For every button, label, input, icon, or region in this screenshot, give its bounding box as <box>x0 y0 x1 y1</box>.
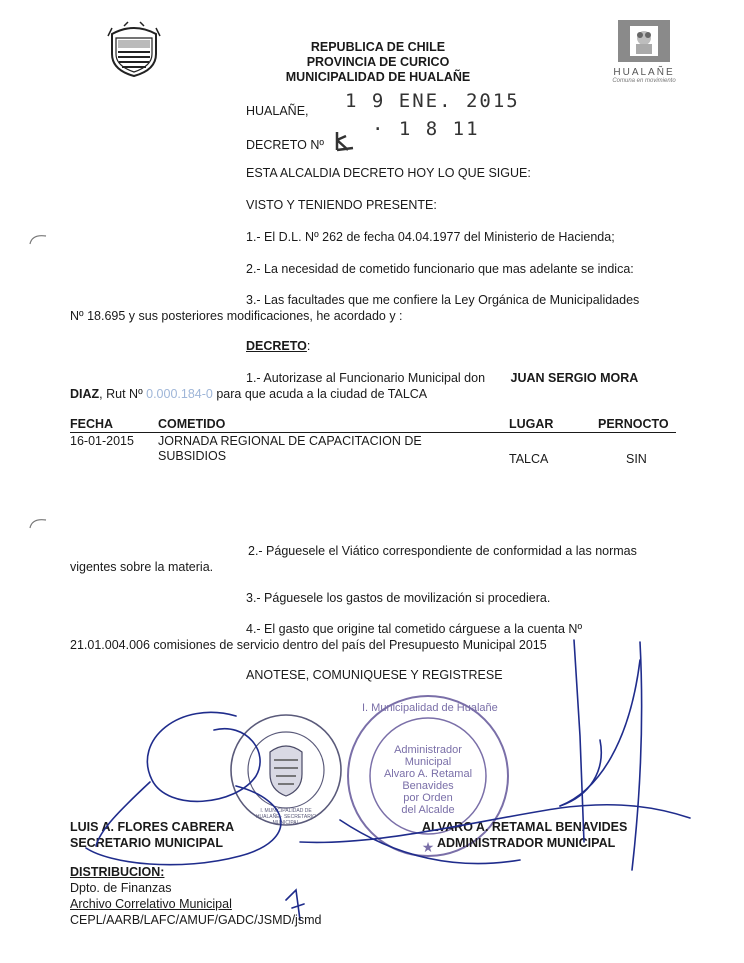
seal-admin-line-1: Administrador <box>394 744 462 756</box>
administrator-name: ALVARO A. RETAMAL BENAVIDES <box>422 820 628 834</box>
decreto-colon: : <box>306 339 311 353</box>
place-label: HUALAÑE, <box>246 104 309 118</box>
paragraph-3-line-1: 3.- Las facultades que me confiere la Ley Orgánica de Municipalidades <box>246 293 640 307</box>
decree-2-line-2: vigentes sobre la materia. <box>70 560 214 574</box>
decree-number: · 1 8 11 <box>372 118 480 140</box>
table-cell-cometido-2: SUBSIDIOS <box>158 449 227 463</box>
scan-mark-icon <box>28 516 48 533</box>
paragraph-3-line-2: Nº 18.695 y sus posteriores modificaciones, he acordado y : <box>70 309 403 323</box>
decree-1-destination: para que acuda a la ciudad de TALCA <box>212 387 428 401</box>
table-cell-pernocto: SIN <box>626 452 647 466</box>
scan-mark-icon <box>28 232 48 249</box>
seal-admin-line-2: Municipal <box>404 756 452 768</box>
distribution-item-finanzas: Dpto. de Finanzas <box>70 881 172 895</box>
decree-4-line-1: 4.- El gasto que origine tal cometido cárguese a la cuenta Nº <box>246 622 583 636</box>
decree-3: 3.- Páguesele los gastos de movilización si procediera. <box>246 591 551 605</box>
header-line-republic: REPUBLICA DE CHILE <box>310 40 446 54</box>
table-header-cometido: COMETIDO <box>158 417 226 431</box>
rut-value: 0.000.184-0 <box>146 387 213 401</box>
logo-tagline: Comuna en movimiento <box>612 78 676 84</box>
rut-label: , Rut Nº <box>99 387 143 401</box>
distribution-item-archivo: Archivo Correlativo Municipal <box>70 897 232 911</box>
seal-admin-line-5: por Orden <box>403 792 453 804</box>
header-line-municipality: MUNICIPALIDAD DE HUALAÑE <box>285 70 471 84</box>
seal-admin-line-6: del Alcalde <box>401 804 455 816</box>
paragraph-2: 2.- La necesidad de cometido funcionario que mas adelante se indica: <box>246 262 634 276</box>
decreto-heading: DECRETO <box>246 339 307 353</box>
seal-admin-line-4: Benavides <box>402 780 454 792</box>
closing-line: ANOTESE, COMUNIQUESE Y REGISTRESE <box>246 668 503 682</box>
secretary-name: LUIS A. FLORES CABRERA <box>70 820 235 834</box>
decree-2-line-1: 2.- Páguesele el Viático correspondiente de conformidad a las normas <box>248 544 637 558</box>
decree-1-text: 1.- Autorizase al Funcionario Municipal don <box>246 371 486 385</box>
administrator-title: ADMINISTRADOR MUNICIPAL <box>437 836 616 850</box>
logo-name: HUALAÑE <box>613 67 675 78</box>
paragraph-1: 1.- El D.L. Nº 262 de fecha 04.04.1977 del Ministerio de Hacienda; <box>246 230 615 244</box>
table-header-pernocto: PERNOCTO <box>598 417 669 431</box>
intro-line: ESTA ALCALDIA DECRETO HOY LO QUE SIGUE: <box>246 166 531 180</box>
distribution-initials: CEPL/AARB/LAFC/AMUF/GADC/JSMD/jsmd <box>70 913 322 927</box>
table-cell-lugar: TALCA <box>509 452 549 466</box>
table-cell-cometido-1: JORNADA REGIONAL DE CAPACITACION DE <box>158 434 422 448</box>
table-header-lugar: LUGAR <box>509 417 554 431</box>
table-cell-fecha: 16-01-2015 <box>70 434 134 448</box>
secretary-title: SECRETARIO MUNICIPAL <box>70 836 224 850</box>
distribution-heading: DISTRIBUCION: <box>70 865 165 879</box>
svg-text:★: ★ <box>421 839 435 855</box>
decree-4-line-2: 21.01.004.006 comisiones de servicio dentro del país del Presupuesto Municipal 2015 <box>70 638 547 652</box>
date-stamp: 1 9 ENE. 2015 <box>345 90 520 112</box>
official-name-part-2: DIAZ <box>70 387 100 401</box>
decree-label: DECRETO Nº <box>246 138 324 152</box>
official-name-part-1: JUAN SERGIO MORA <box>510 371 639 385</box>
seal-admin-line-3: Alvaro A. Retamal <box>383 768 473 780</box>
secretary-seal-text: I. MUNICIPALIDAD DE HUALAÑE · SECRETARIO MUNICIPAL <box>255 808 317 826</box>
visto-line: VISTO Y TENIENDO PRESENTE: <box>246 198 437 212</box>
table-header-fecha: FECHA <box>70 417 114 431</box>
administrator-seal-ring: I. Municipalidad de Hualañe <box>362 702 498 714</box>
header-line-province: PROVINCIA DE CURICO <box>306 55 450 69</box>
